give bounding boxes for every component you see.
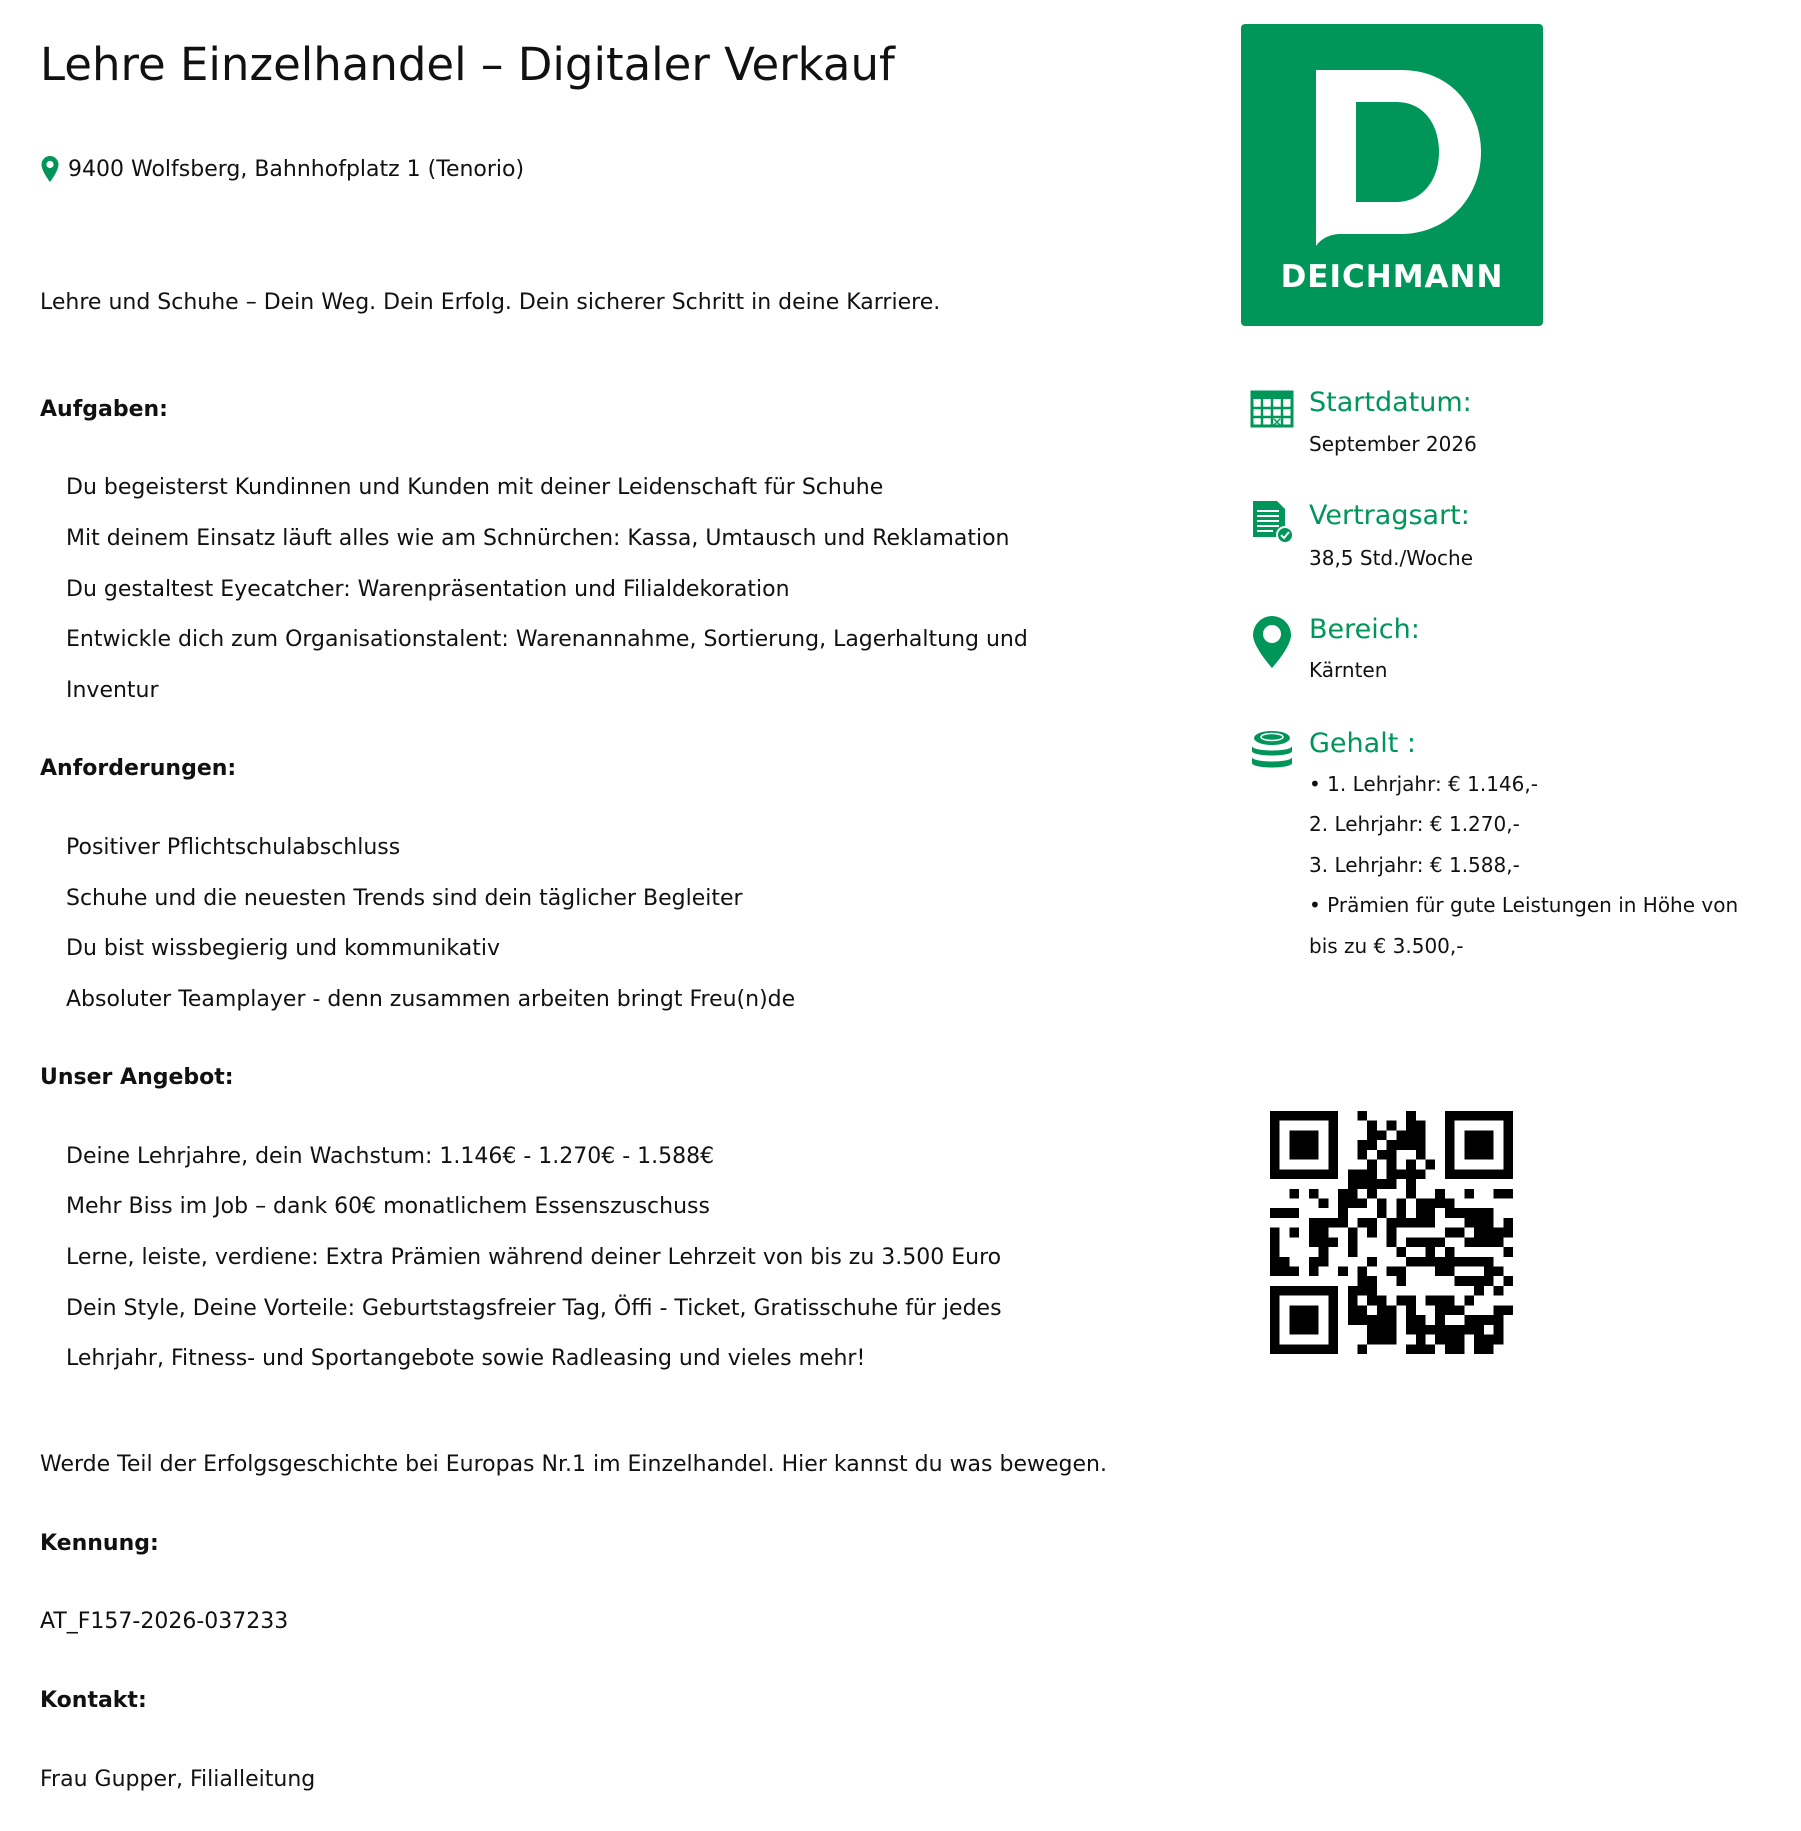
intro-text: Lehre und Schuhe – Dein Weg. Dein Erfolg. Dein sicherer Schritt in deine Karriere.: [40, 290, 941, 315]
bereich-value: Kärnten: [1309, 658, 1388, 682]
page-title: Lehre Einzelhandel – Digitaler Verkauf: [40, 38, 895, 91]
deichmann-logo: [1241, 24, 1543, 326]
list-item: Absoluter Teamplayer - denn zusammen arbeiten bringt Freu(n)de: [66, 987, 796, 1012]
kennung-heading: Kennung:: [40, 1531, 159, 1556]
vertragsart-label: Vertragsart:: [1309, 500, 1470, 531]
list-item: Inventur: [66, 678, 159, 703]
contract-icon: [1249, 499, 1295, 545]
coins-icon: [1249, 726, 1295, 772]
list-item: Du bist wissbegierig und kommunikativ: [66, 936, 501, 961]
gehalt-line: bis zu € 3.500,-: [1309, 934, 1464, 958]
list-item: Mehr Biss im Job – dank 60€ monatlichem Essenszuschuss: [66, 1194, 710, 1219]
list-item: Dein Style, Deine Vorteile: Geburtstagsfreier Tag, Öffi - Ticket, Gratisschuhe für jedes: [66, 1296, 1002, 1321]
gehalt-line: 3. Lehrjahr: € 1.588,-: [1309, 853, 1520, 877]
qr-code[interactable]: [1270, 1111, 1513, 1354]
list-item: Deine Lehrjahre, dein Wachstum: 1.146€ - 1.270€ - 1.588€: [66, 1144, 715, 1169]
logo-text: DEICHMANN: [1280, 259, 1504, 295]
gehalt-line: 2. Lehrjahr: € 1.270,-: [1309, 812, 1520, 836]
list-item: Du gestaltest Eyecatcher: Warenpräsentation und Filialdekoration: [66, 577, 790, 602]
list-item: Mit deinem Einsatz läuft alles wie am Schnürchen: Kassa, Umtausch und Reklamation: [66, 526, 1010, 551]
list-item: Lerne, leiste, verdiene: Extra Prämien während deiner Lehrzeit von bis zu 3.500 Euro: [66, 1245, 1002, 1270]
bereich-label: Bereich:: [1309, 614, 1420, 645]
kennung-value: AT_F157-2026-037233: [40, 1609, 289, 1634]
list-item: Lehrjahr, Fitness- und Sportangebote sowie Radleasing und vieles mehr!: [66, 1346, 866, 1371]
list-item: Positiver Pflichtschulabschluss: [66, 835, 401, 860]
kontakt-value: Frau Gupper, Filialleitung: [40, 1767, 316, 1792]
startdatum-value: September 2026: [1309, 432, 1477, 456]
kontakt-heading: Kontakt:: [40, 1688, 147, 1713]
aufgaben-heading: Aufgaben:: [40, 397, 168, 422]
address: [40, 155, 524, 183]
list-item: Du begeisterst Kundinnen und Kunden mit deiner Leidenschaft für Schuhe: [66, 475, 884, 500]
gehalt-line: • 1. Lehrjahr: € 1.146,-: [1309, 772, 1538, 796]
startdatum-label: Startdatum:: [1309, 387, 1472, 418]
gehalt-line: • Prämien für gute Leistungen in Höhe von: [1309, 893, 1739, 917]
list-item: Schuhe und die neuesten Trends sind dein täglicher Begleiter: [66, 886, 743, 911]
vertragsart-value: 38,5 Std./Woche: [1309, 546, 1474, 570]
location-pin-icon: [40, 155, 60, 183]
calendar-icon: [1249, 386, 1295, 432]
address-text: 9400 Wolfsberg, Bahnhofplatz 1 (Tenorio): [68, 156, 525, 182]
closing-text: Werde Teil der Erfolgsgeschichte bei Europas Nr.1 im Einzelhandel. Hier kannst du was bewegen.: [40, 1452, 1107, 1477]
angebot-heading: Unser Angebot:: [40, 1065, 234, 1090]
gehalt-label: Gehalt :: [1309, 728, 1416, 759]
anforderungen-heading: Anforderungen:: [40, 756, 237, 781]
location-pin-icon: [1249, 614, 1295, 670]
list-item: Entwickle dich zum Organisationstalent: Warenannahme, Sortierung, Lagerhaltung und: [66, 627, 1028, 652]
